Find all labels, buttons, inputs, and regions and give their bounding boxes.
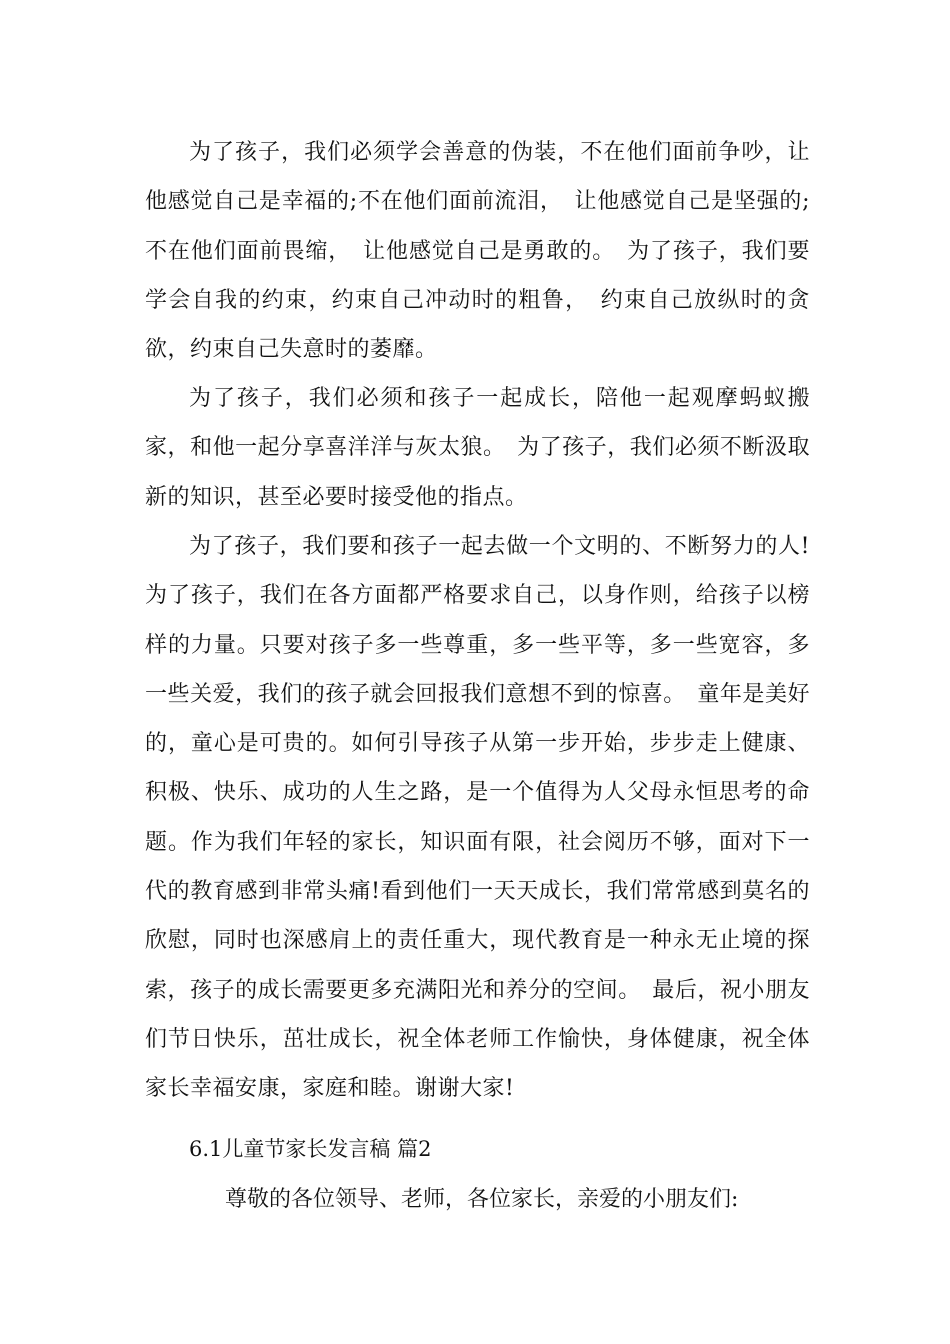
salutation-line: 尊敬的各位领导、老师，各位家长，亲爱的小朋友们: <box>225 1187 739 1212</box>
paragraph-1: 为了孩子，我们必须学会善意的伪装，不在他们面前争吵，让他感觉自己是幸福的;不在他们面前流泪， 让他感觉自己是坚强的;不在他们面前畏缩， 让他感觉自己是勇敢的。 为了孩子，我们要学会自我的约束，约束自己冲动时的粗鲁， 约束自己放纵时的贪欲，约束自己失意时的萎靡。 <box>145 140 810 363</box>
paragraph-3: 为了孩子，我们要和孩子一起去做一个文明的、不断努力的人!为了孩子，我们在各方面都严格要求自己，以身作则，给孩子以榜样的力量。只要对孩子多一些尊重，多一些平等，多一些宽容，多一些关爱，我们的孩子就会回报我们意想不到的惊喜。 童年是美好的，童心是可贵的。如何引导孩子从第一步开始，步步走上健康、积极、快乐、成功的人生之路，是一个值得为人父母永恒思考的命题。作为我们年轻的家长，知识面有限，社会阅历不够，面对下一代的教育感到非常头痛!看到他们一天天成长，我们常常感到莫名的欣慰，同时也深感肩上的责任重大，现代教育是一种永无止境的探索，孩子的成长需要更多充满阳光和养分的空间。 最后，祝小朋友们节日快乐，茁壮成长，祝全体老师工作愉快，身体健康，祝全体家长幸福安康，家庭和睦。谢谢大家! <box>145 534 810 1102</box>
paragraph-2: 为了孩子，我们必须和孩子一起成长，陪他一起观摩蚂蚁搬家，和他一起分享喜洋洋与灰太狼。 为了孩子，我们必须不断汲取新的知识，甚至必要时接受他的指点。 <box>145 386 810 510</box>
section-heading: 6.1儿童节家长发言稿 篇2 <box>189 1137 432 1161</box>
